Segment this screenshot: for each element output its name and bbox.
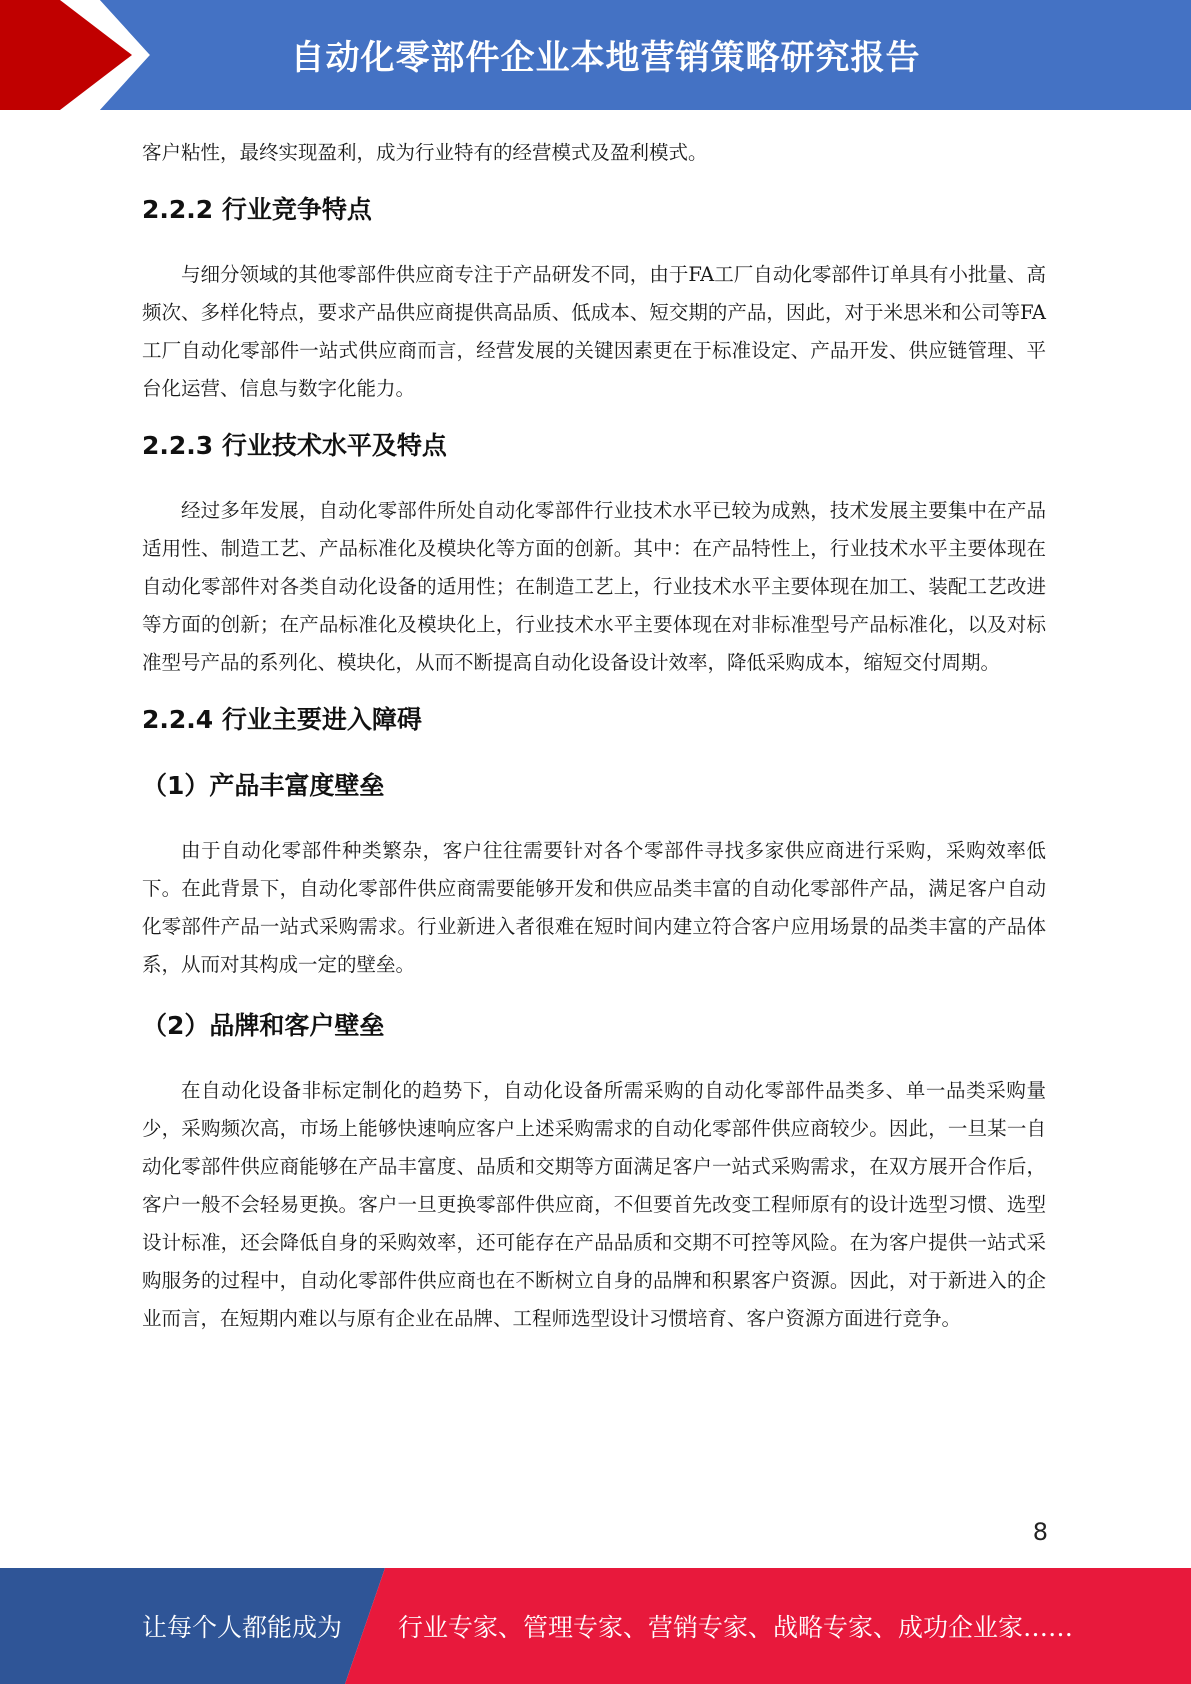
document-body: [142, 134, 1046, 1356]
section-heading-2-2-3: 2.2.3 行业技术水平及特点: [142, 431, 447, 460]
page-number: 8: [1032, 1518, 1048, 1546]
subheading-brand-customer: （2）品牌和客户壁垒: [142, 1011, 385, 1040]
page-header: [0, 0, 1191, 110]
subheading-product-richness: （1）产品丰富度壁垒: [142, 771, 385, 800]
report-title: 自动化零部件企业本地营销策略研究报告: [290, 38, 921, 78]
paragraph-product-richness: 由于自动化零部件种类繁杂，客户往往需要针对各个零部件寻找多家供应商进行采购，采购效率低下。在此背景下，自动化零部件供应商需要能够开发和供应品类丰富的自动化零部件产品，满足客户自动化零部件产品一站式采购需求。行业新进入者很难在短时间内建立符合客户应用场景的品类丰富的产品体系，从而对其构成一定的壁垒。: [142, 839, 1046, 976]
paragraph-continuation: 客户粘性，最终实现盈利，成为行业特有的经营模式及盈利模式。: [142, 141, 708, 164]
paragraph-technology: 经过多年发展，自动化零部件所处自动化零部件行业技术水平已较为成熟，技术发展主要集中在产品适用性、制造工艺、产品标准化及模块化等方面的创新。其中：在产品特性上，行业技术水平主要体现在自动化零部件对各类自动化设备的适用性；在制造工艺上，行业技术水平主要体现在加工、装配工艺改进等方面的创新；在产品标准化及模块化上，行业技术水平主要体现在对非标准型号产品标准化，以及对标准型号产品的系列化、模块化，从而不断提高自动化设备设计效率，降低采购成本，缩短交付周期。: [142, 499, 1046, 674]
section-heading-2-2-2: 2.2.2 行业竞争特点: [142, 195, 372, 224]
paragraph-competition: 与细分领域的其他零部件供应商专注于产品研发不同，由于FA工厂自动化零部件订单具有小批量、高频次、多样化特点，要求产品供应商提供高品质、低成本、短交期的产品，因此，对于米思米和公司等FA工厂自动化零部件一站式供应商而言，经营发展的关键因素更在于标准设定、产品开发、供应链管理、平台化运营、信息与数字化能力。: [142, 263, 1046, 400]
footer-slogan-right: 行业专家、管理专家、营销专家、战略专家、成功企业家……: [398, 1613, 1074, 1642]
page-footer: [0, 1568, 1191, 1684]
section-heading-2-2-4: 2.2.4 行业主要进入障碍: [142, 705, 422, 734]
paragraph-brand-customer: 在自动化设备非标定制化的趋势下，自动化设备所需采购的自动化零部件品类多、单一品类采购量少，采购频次高，市场上能够快速响应客户上述采购需求的自动化零部件供应商较少。因此，一旦某一自动化零部件供应商能够在产品丰富度、品质和交期等方面满足客户一站式采购需求，在双方展开合作后，客户一般不会轻易更换。客户一旦更换零部件供应商，不但要首先改变工程师原有的设计选型习惯、选型设计标准，还会降低自身的采购效率，还可能存在产品品质和交期不可控等风险。在为客户提供一站式采购服务的过程中，自动化零部件供应商也在不断树立自身的品牌和积累客户资源。因此，对于新进入的企业而言，在短期内难以与原有企业在品牌、工程师选型设计习惯培育、客户资源方面进行竞争。: [142, 1079, 1046, 1330]
footer-slogan-left: 让每个人都能成为: [142, 1613, 343, 1642]
